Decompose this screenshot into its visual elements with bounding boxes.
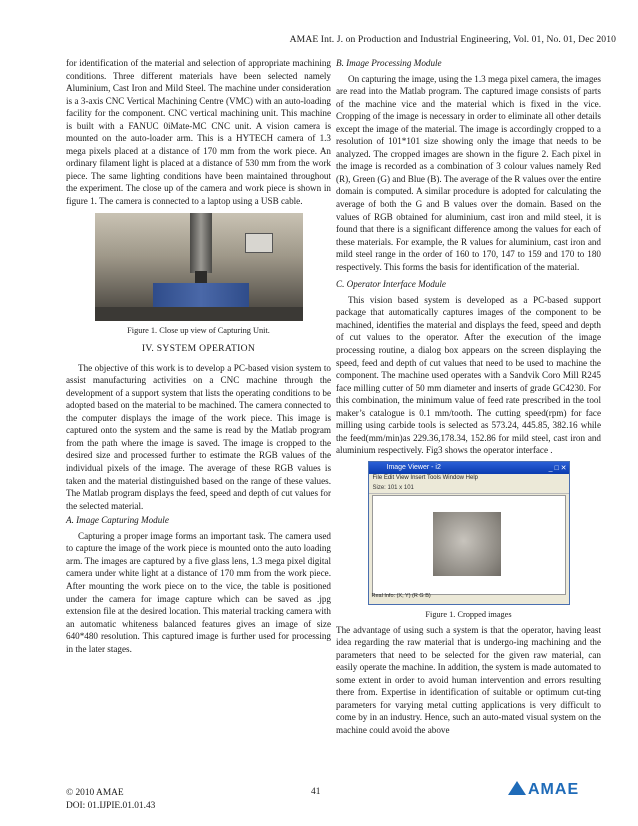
closing-paragraph: The advantage of using such a system is that the operator, having least idea regarding the raw material that is undergo-ing machining and the parameters that need to be selected for the given raw material, can easily operate the machine. In addition, the system is made automated to some extent in order to avoid human intervention and errors resulting there from. Expertise in identification of suitable or optimum cut-ting parameters for varying metal cutting applications is very difficult to come by in an industry. Hence, such an auto-mated visual system on the machine could avoid the above [336, 624, 601, 735]
viewer-canvas [372, 495, 566, 595]
vice-shape [153, 283, 249, 309]
running-header: AMAE Int. J. on Production and Industrial Engineering, Vol. 01, No. 01, Dec 2010 [289, 34, 616, 45]
logo-text: AMAE [528, 781, 580, 798]
logo-triangle-icon [508, 781, 526, 795]
figure-capturing-unit [66, 213, 331, 338]
copyright-text: © 2010 AMAE [66, 788, 124, 798]
cropped-image [433, 512, 501, 576]
viewer-status: Real Info: (X, Y) (R G B) [371, 593, 431, 600]
right-column [336, 57, 601, 736]
figure-2-caption: Figure 1. Cropped images [425, 609, 512, 619]
figure-1-caption: Figure 1. Close up view of Capturing Unit. [127, 325, 270, 335]
intro-paragraph: for identification of the material and selection of appropriate machining conditions. Three different materials have been selected namely Aluminium, Cast Iron and Mild Steel. The machine under consideration is a 3-axis CNC Vertical Machining Centre (VMC) with an auto-loading facility for the component. CNC vertical machining unit. This machine is built with a FANUC 0iMate-MC CNC unit. A vision camera is mounted on the auto-loader arm. This is a HYTECH camera of 1.3 mega pixels placed at a distance of 170 mm from the work piece. An ordinary filament light is placed at a distance of 530 mm from the work piece. The same lighting conditions have been maintained throughout the experiment. The close up of the camera and work piece is shown in figure 1. The camera is connected to a laptop using a USB cable. [66, 58, 331, 207]
window-controls-icon: _ □ ✕ [548, 464, 567, 472]
subsection-b-paragraph: On capturing the image, using the 1.3 mega pixel camera, the images are read into the Matlab program. The captured image consists of parts of the machine vice and the material which is fixed in the vice. Cropping of the image is necessary in order to eliminate all other details except the image of the material. The image is accordingly cropped to a resolution of 101*101 size showing only the image that needs to be analyzed. The cropped images are shown in the figure 2. Each pixel in the image is recorded as a combination of 3 colour values namely Red (R), Green (G) and Blue (B). The average of the R values over the entire domain is computed. A similar procedure is adopted for calculating the average of both the G and B values over the domain. Based on the values of RGB obtained for aluminium, cast iron and mild steel, it is found that there is a significant difference among the values for each of these materials. For example, the R values for aluminium, cast iron and mild steel range in the order of 160 to 170, 147 to 159 and 170 to 180 respectively. This forms the basis for identification of the material. [336, 73, 601, 272]
subsection-b-heading: B. Image Processing Module [336, 58, 442, 68]
section-heading: IV. SYSTEM OPERATION [141, 343, 256, 355]
subsection-c-heading: C. Operator Interface Module [336, 279, 446, 290]
spindle-shape [190, 213, 212, 273]
viewer-size-label: Size: 101 x 101 [372, 484, 414, 491]
footer-left [66, 787, 155, 813]
image-viewer-screenshot [368, 461, 570, 605]
subsection-a-heading: A. Image Capturing Module [66, 515, 169, 526]
viewer-title: Image Viewer - i2 [386, 463, 441, 471]
subsection-c-paragraph: This vision based system is developed as a PC-based support package that automatically captures images of the component to be machined, identifies the material and displays the feed, speed and depth of cut values to the operator. After the execution of the image processing routine, a dialog box appears on the screen displaying the speed, feed and depth of cut values that need to be used to machine the component. The machine used operates with a Sandvik Coro Mill R245 face milling cutter of 50 mm diameter and inserts of grade GC4230. For this combination, the minimum value of feed rate prescribed in the tool maker’s catalogue is 0.1 mm/tooth. The cutting speed(rpm) for face milling using carbide tools is selected as 573.24, 445.85, 382.16 while the feed(mm/min)as 229.36,178.34, 152.86 for mild steel, cast iron and aluminium respectively. Fig3 shows the operator interface . [336, 294, 601, 456]
viewer-toolbar [369, 483, 569, 494]
viewer-title-bar [369, 462, 569, 474]
viewer-menu: File Edit View Insert Tools Window Help [372, 474, 478, 481]
doi-text: DOI: 01.IJPIE.01.01.43 [66, 801, 156, 811]
amae-logo [508, 781, 579, 799]
page-number: 41 [311, 787, 321, 797]
camera-shape [245, 233, 273, 253]
capturing-unit-photo [95, 213, 303, 321]
section-paragraph: The objective of this work is to develop a PC-based vision system to assist manufacturing activities on a CNC machine through the development of a support system that lists the operating conditions to be adopted based on the material to be machined. The camera connected to the computer displays the image of the work piece. This image is captured onto the system and the same is read by the Matlab program from the path where the image is saved. The image is cropped to the desired size and processed further to estimate the RGB values of the individual pixels of the image. The average of these RGB values is taken and the material distinguished based on the range of these values. The Matlab program displays the feed, speed and depth of cut values for the selected material. [66, 362, 331, 511]
subsection-a-paragraph: Capturing a proper image forms an important task. The camera used to capture the image of the work piece is mounted onto the auto loading arm. The images are captured by a five glass lens, 1.3 mega pixel digital camera under white light at a distance of 170 mm from the work piece. After mounting the work piece on to the vice, the table is positioned under the camera for image capture which can be saved as .jpg extension file at the desired location. This material tracking camera with an automatic whiteness balanced features gives an image of size 640*480 resolution. This captured image is further used for processing in the later stages. [66, 530, 331, 654]
left-column [66, 57, 331, 655]
table-shape [95, 307, 303, 321]
